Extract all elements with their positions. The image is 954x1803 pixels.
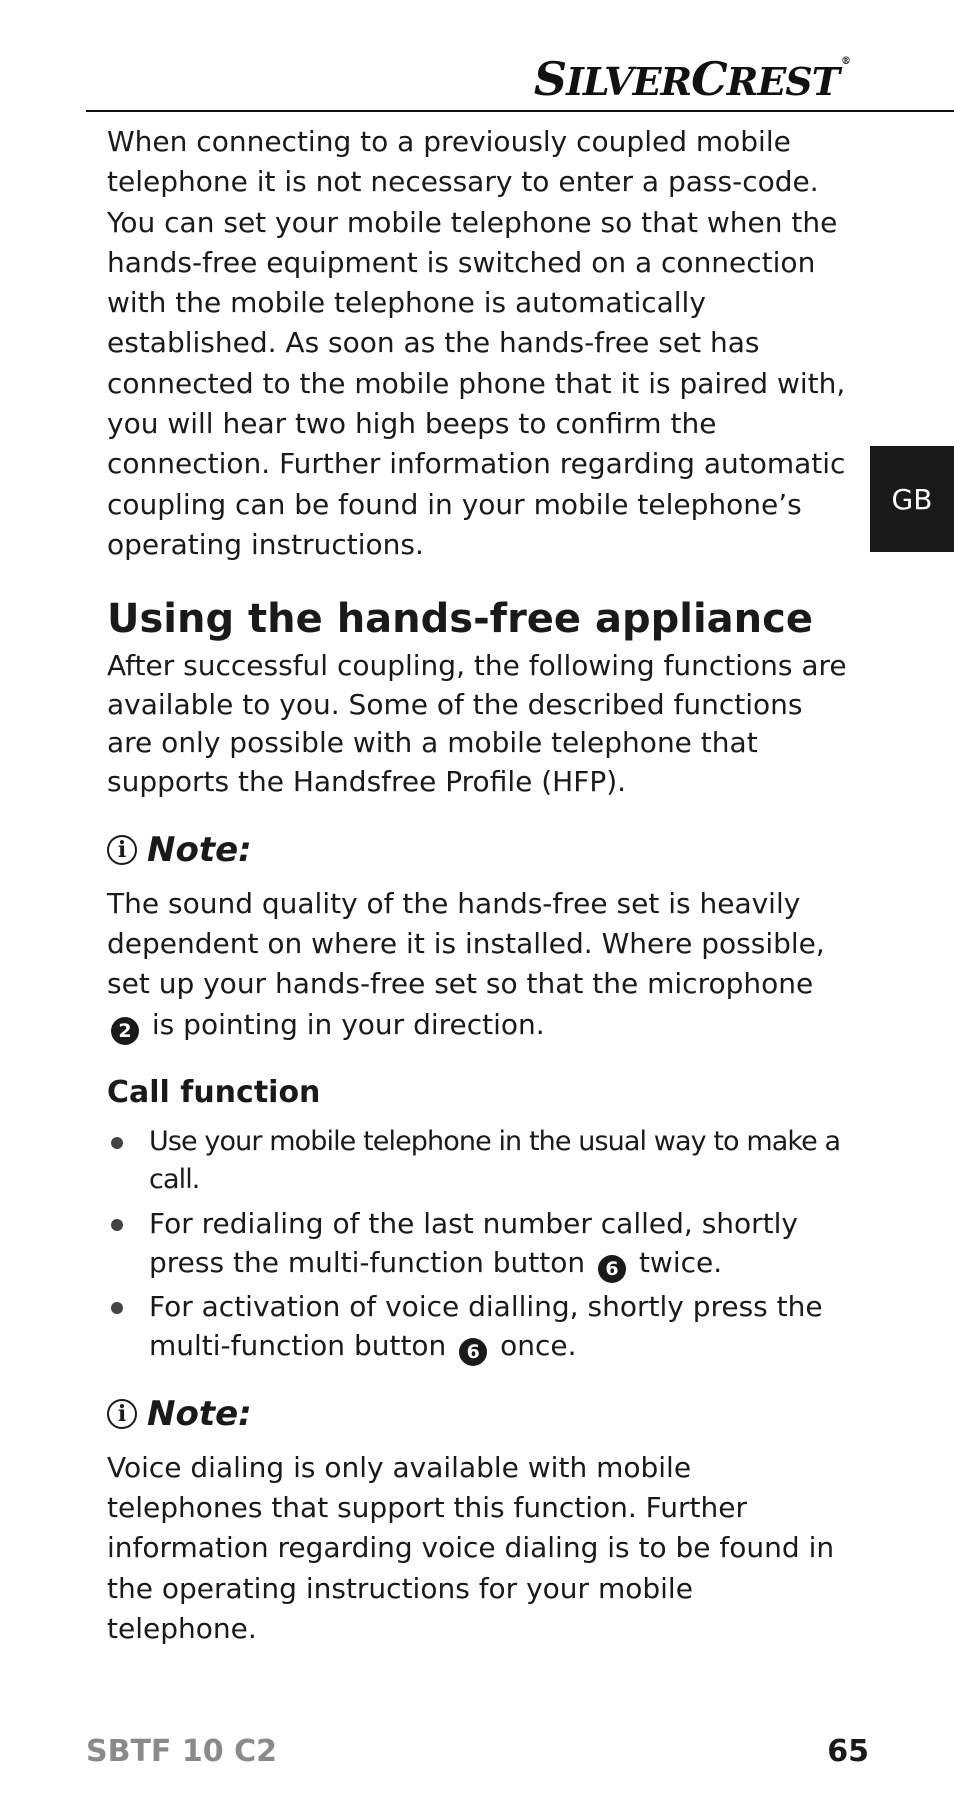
- section-paragraph: After successful coupling, the following functions are available to you. Some of the described functions are only possible with a mobile telephone that supports the Handsfree Profile (HFP).: [107, 649, 847, 799]
- bullet-icon: [111, 1219, 123, 1231]
- list-item: For redialing of the last number called, shortly press the multi-function button 6 twice.: [107, 1205, 849, 1283]
- language-tab: [870, 446, 954, 552]
- intro-paragraph: When connecting to a previously coupled mobile telephone it is not necessary to enter a pass-code. You can set your mobile telephone so that when the hands-free equipment is switched on a connection with the mobile telephone is automatically established. As soon as the hands-free set has connected to the mobile phone that it is paired with, you will hear two high beeps to confirm the connection. Further information regarding automatic coupling can be found in your mobile telephone’s operating instructions.: [107, 125, 846, 561]
- section-title: Using the hands-free appliance: [107, 596, 813, 643]
- callout-badge: 2: [111, 1017, 139, 1045]
- note-text: The sound quality of the hands-free set is heavily dependent on where it is installed. Where possible, set up your hands-free set so that the microphone 2 is pointing in your direction.: [107, 884, 849, 1045]
- info-icon: i: [107, 835, 137, 865]
- language-tab-label: GB: [891, 482, 933, 516]
- call-function-list: [107, 1123, 849, 1366]
- callout-badge: 6: [598, 1255, 626, 1283]
- footer-model: SBTF 10 C2: [86, 1734, 277, 1769]
- note-heading: [107, 1392, 849, 1436]
- note-text: Voice dialing is only available with mobile telephones that support this function. Further information regarding voice dialing is to be found in the operating instructions for your mobile telephone.: [107, 1450, 835, 1645]
- page-number: 65: [827, 1734, 869, 1769]
- header-divider: [86, 110, 954, 112]
- list-item: For activation of voice dialling, shortly press the multi-function button 6 once.: [107, 1288, 849, 1366]
- list-item: Use your mobile telephone in the usual way to make a call.: [107, 1123, 849, 1200]
- page-content: [107, 122, 849, 1649]
- call-function-title: Call function: [107, 1074, 321, 1110]
- note-title: Note:: [147, 1393, 252, 1434]
- info-icon: i: [107, 1399, 137, 1429]
- note-heading: [107, 828, 849, 872]
- brand-logo: SILVERCREST ®: [533, 52, 850, 106]
- callout-badge: 6: [459, 1338, 487, 1366]
- note-title: Note:: [147, 829, 252, 870]
- bullet-icon: [111, 1137, 123, 1149]
- bullet-icon: [111, 1302, 123, 1314]
